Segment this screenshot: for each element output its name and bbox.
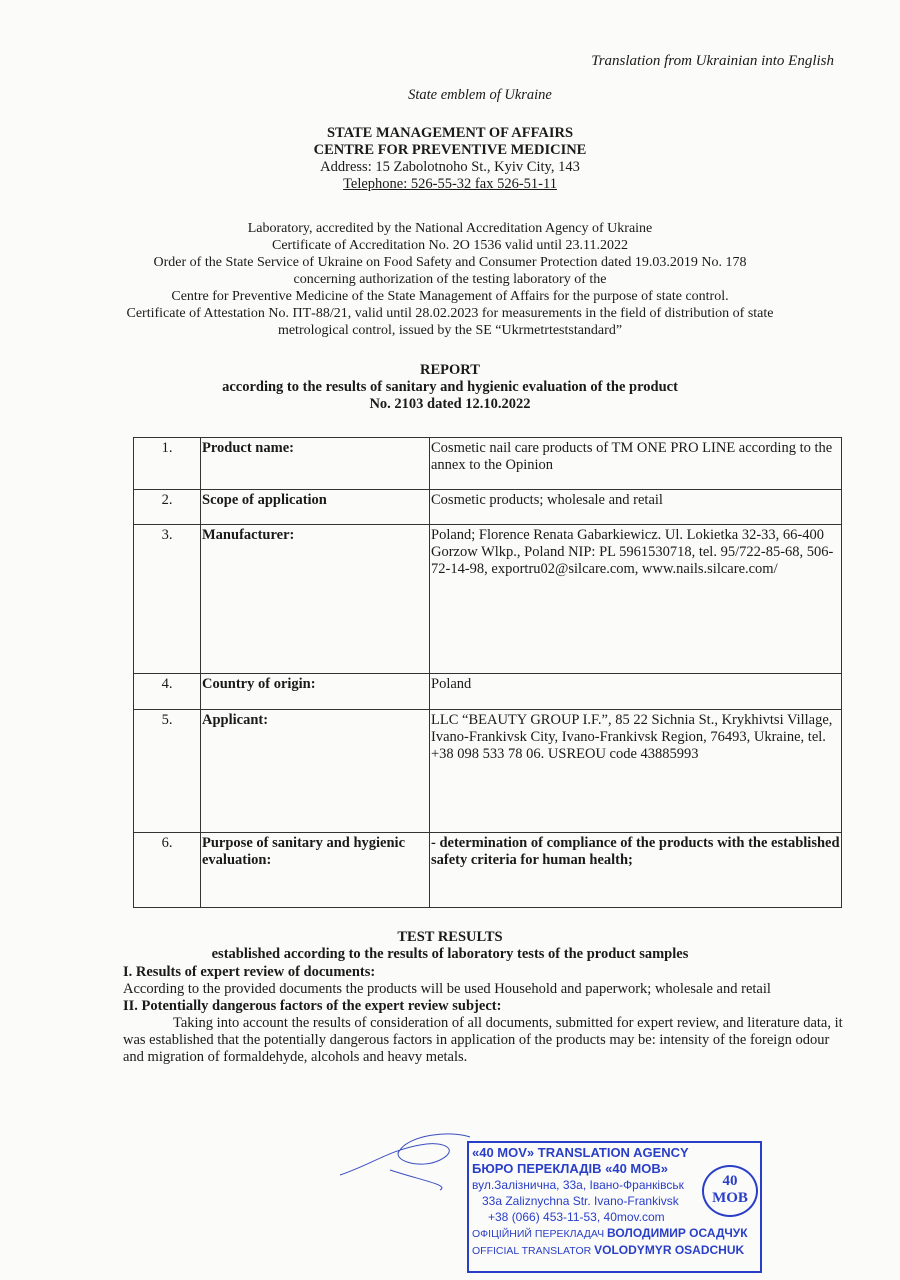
report-number: No. 2103 dated 12.10.2022 <box>369 396 531 412</box>
stamp-line: +38 (066) 453-11-53, 40mov.com <box>488 1210 665 1224</box>
row-key: Purpose of sanitary and hygienic evaluation: <box>201 833 430 908</box>
org-subname: CENTRE FOR PREVENTIVE MEDICINE <box>313 142 587 158</box>
telephone: Telephone: 526-55-32 fax 526-51-11 <box>343 176 557 192</box>
seal-text: 40 <box>722 1173 738 1189</box>
emblem-note: State emblem of Ukraine <box>408 87 552 103</box>
row-key: Manufacturer: <box>201 525 430 674</box>
table-row <box>134 490 842 525</box>
seal-text: МОВ <box>712 1190 748 1206</box>
translation-note: Translation from Ukrainian into English <box>591 53 834 69</box>
row-number: 1. <box>134 438 201 490</box>
row-value: Poland <box>430 674 842 710</box>
table-row <box>134 674 842 710</box>
stamp-line: ОФІЦІЙНИЙ ПЕРЕКЛАДАЧ <box>472 1228 605 1240</box>
accreditation-line: concerning authorization of the testing laboratory of the <box>293 272 607 287</box>
table-row <box>134 438 842 490</box>
row-value: Cosmetic nail care products of TM ONE PRO LINE according to the annex to the Opinion <box>430 438 842 490</box>
accreditation-line: Order of the State Service of Ukraine on Food Safety and Consumer Protection dated 19.03.2019 No. 178 <box>153 255 747 270</box>
section-2-heading: II. Potentially dangerous factors of the expert review subject: <box>123 998 502 1014</box>
stamp-line: «40 MOV» TRANSLATION AGENCY <box>472 1145 689 1160</box>
row-number: 4. <box>134 674 201 710</box>
row-number: 6. <box>134 833 201 908</box>
row-key: Country of origin: <box>201 674 430 710</box>
stamp-line: вул.Залізнична, 33а, Івано-Франківськ <box>472 1178 684 1192</box>
row-key: Applicant: <box>201 710 430 833</box>
row-value: - determination of compliance of the products with the established safety criteria for human health; <box>430 833 842 908</box>
table-row <box>134 525 842 674</box>
stamp-line: БЮРО ПЕРЕКЛАДІВ «40 МОВ» <box>472 1161 668 1176</box>
accreditation-line: Certificate of Attestation No. ПТ-88/21, valid until 28.02.2023 for measurements in the field of distribution of state <box>126 306 774 321</box>
accreditation-line: Centre for Preventive Medicine of the State Management of Affairs for the purpose of state control. <box>171 289 729 304</box>
results-title: TEST RESULTS <box>397 929 503 945</box>
row-key: Scope of application <box>201 490 430 525</box>
accreditation-line: metrological control, issued by the SE “Ukrmetrteststandard” <box>277 323 623 338</box>
row-value: LLC “BEAUTY GROUP I.F.”, 85 22 Sichnia St., Krykhivtsi Village, Ivano-Frankivsk City, Ivano-Frankivsk Region, 76493, Ukraine, tel. +38 098 533 78 06. USREOU code 43885993 <box>430 710 842 833</box>
row-value: Poland; Florence Renata Gabarkiewicz. Ul. Lokietka 32-33, 66-400 Gorzow Wlkp., Poland NIP: PL 5961530718, tel. 95/722-85-68, 506-72-14-98, exportru02@silcare.com, www.nails.silcare.com/ <box>430 525 842 674</box>
section-1-text: According to the provided documents the products will be used Household and paperwork; wholesale and retail <box>123 981 771 997</box>
agency-seal <box>702 1165 758 1217</box>
test-results-heading <box>0 929 900 963</box>
org-name: STATE MANAGEMENT OF AFFAIRS <box>326 125 574 141</box>
row-number: 2. <box>134 490 201 525</box>
stamp-line: VOLODYMYR OSADCHUK <box>594 1243 745 1257</box>
translator-stamp <box>467 1141 762 1273</box>
report-subtitle: according to the results of sanitary and hygienic evaluation of the product <box>222 379 678 395</box>
report-title: REPORT <box>420 362 480 378</box>
accreditation-line: Laboratory, accredited by the National Accreditation Agency of Ukraine <box>247 221 653 236</box>
accreditation-block <box>0 220 900 339</box>
table-row <box>134 833 842 908</box>
address: Address: 15 Zabolotnoho St., Kyiv City, 143 <box>320 159 580 175</box>
signature <box>330 1125 480 1195</box>
section-1-heading: I. Results of expert review of documents: <box>123 964 376 980</box>
accreditation-line: Certificate of Accreditation No. 2O 1536 valid until 23.11.2022 <box>271 238 628 253</box>
results-subtitle: established according to the results of laboratory tests of the product samples <box>211 946 689 962</box>
row-key: Product name: <box>201 438 430 490</box>
stamp-line: 33a Zaliznychna Str. Ivano-Frankivsk <box>482 1194 679 1208</box>
letterhead <box>0 125 900 193</box>
table-row <box>134 710 842 833</box>
row-value: Cosmetic products; wholesale and retail <box>430 490 842 525</box>
product-info-table <box>133 437 842 908</box>
results-body <box>123 964 843 1066</box>
stamp-line: OFFICIAL TRANSLATOR <box>472 1245 592 1257</box>
report-heading <box>0 362 900 413</box>
row-number: 5. <box>134 710 201 833</box>
section-2-text: Taking into account the results of consideration of all documents, submitted for expert review, and literature data, it was established that the potentially dangerous factors in application of the products may be: intensity of the foreign odour and migration of formaldehyde, alcohols and heavy metals. <box>123 1015 843 1065</box>
stamp-line: ВОЛОДИМИР ОСАДЧУК <box>607 1226 748 1240</box>
row-number: 3. <box>134 525 201 674</box>
